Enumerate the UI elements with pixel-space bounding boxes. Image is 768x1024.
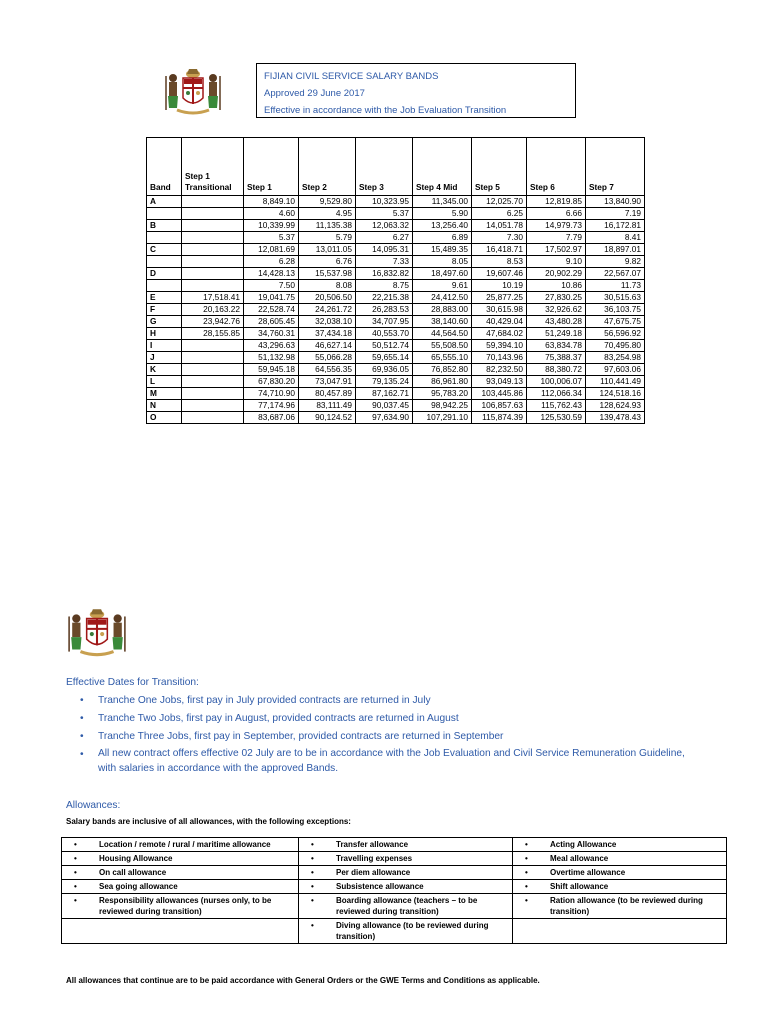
bullet-icon: • [525,882,528,891]
salary-cell: 88,380.72 [527,364,586,376]
bullet-icon: • [74,840,77,849]
salary-cell: 8.05 [413,256,472,268]
bullet-icon: • [74,882,77,891]
salary-cell: 30,615.98 [472,304,527,316]
table-row [147,328,645,340]
allowances-intro: Salary bands are inclusive of all allowances, with the following exceptions: [66,817,351,826]
salary-cell: 6.76 [299,256,356,268]
salary-cell: 43,296.63 [244,340,299,352]
salary-cell: 7.19 [586,208,645,220]
salary-cell: 40,429.04 [472,316,527,328]
salary-cell: 19,041.75 [244,292,299,304]
salary-cell: 55,508.50 [413,340,472,352]
salary-cell: 8.41 [586,232,645,244]
salary-cell: 64,556.35 [299,364,356,376]
fiji-coat-of-arms-icon [66,606,128,660]
fiji-coat-of-arms-icon [163,66,223,118]
header-box [256,63,576,118]
salary-cell [182,400,244,412]
salary-cell: 56,596.92 [586,328,645,340]
table-row [147,208,645,220]
band-cell: I [147,340,182,352]
salary-cell: 11.73 [586,280,645,292]
allowance-cell [513,919,727,944]
allowance-label: Meal allowance [550,854,609,863]
salary-cell [182,412,244,424]
salary-cell: 15,489.35 [413,244,472,256]
salary-cell [182,280,244,292]
salary-cell [182,388,244,400]
transition-section [66,677,698,776]
salary-cell: 110,441.49 [586,376,645,388]
allowance-cell [62,919,299,944]
salary-bands-table [146,137,645,424]
table-row [147,244,645,256]
salary-cell: 69,936.05 [356,364,413,376]
salary-cell: 22,567.07 [586,268,645,280]
band-cell: H [147,328,182,340]
salary-cell: 80,457.89 [299,388,356,400]
salary-cell: 50,512.74 [356,340,413,352]
allowance-label: Diving allowance (to be reviewed during transition) [336,921,489,941]
salary-cell: 20,902.29 [527,268,586,280]
salary-cell [182,196,244,208]
table-row [147,400,645,412]
allowance-cell [299,894,513,919]
band-cell [147,208,182,220]
salary-cell: 25,877.25 [472,292,527,304]
bullet-icon: • [525,840,528,849]
salary-cell: 28,883.00 [413,304,472,316]
bullet-icon: • [525,854,528,863]
salary-cell: 63,834.78 [527,340,586,352]
band-cell: G [147,316,182,328]
salary-cell: 70,143.96 [472,352,527,364]
salary-cell: 7.30 [472,232,527,244]
salary-cell: 11,345.00 [413,196,472,208]
salary-cell: 38,140.60 [413,316,472,328]
band-cell: E [147,292,182,304]
table-row [147,304,645,316]
salary-cell: 14,428.13 [244,268,299,280]
allowance-label: Transfer allowance [336,840,409,849]
table-row [147,196,645,208]
salary-cell: 8.75 [356,280,413,292]
salary-cell: 13,256.40 [413,220,472,232]
column-header: Step 4 Mid [413,138,472,196]
table-row [147,280,645,292]
band-cell: J [147,352,182,364]
column-header: Step 5 [472,138,527,196]
salary-cell: 7.79 [527,232,586,244]
bullet-icon: • [311,840,314,849]
allowance-cell [513,852,727,866]
salary-cell: 9.61 [413,280,472,292]
band-cell: N [147,400,182,412]
salary-cell: 30,515.63 [586,292,645,304]
salary-cell [182,244,244,256]
salary-cell: 26,283.53 [356,304,413,316]
band-cell: C [147,244,182,256]
salary-cell: 12,063.32 [356,220,413,232]
salary-cell [182,232,244,244]
salary-cell: 124,518.16 [586,388,645,400]
salary-cell: 97,634.90 [356,412,413,424]
salary-cell: 34,707.95 [356,316,413,328]
bullet-icon: • [525,896,528,905]
salary-cell: 86,961.80 [413,376,472,388]
salary-cell [182,268,244,280]
salary-cell: 24,261.72 [299,304,356,316]
allowance-cell [62,838,299,852]
salary-cell: 5.37 [244,232,299,244]
salary-cell [182,256,244,268]
band-cell [147,256,182,268]
salary-cell: 9.10 [527,256,586,268]
salary-cell: 51,132.98 [244,352,299,364]
salary-cell: 65,555.10 [413,352,472,364]
salary-cell: 23,942.76 [182,316,244,328]
salary-cell: 125,530.59 [527,412,586,424]
salary-cell: 18,497.60 [413,268,472,280]
table-row [147,376,645,388]
salary-cell: 5.90 [413,208,472,220]
salary-cell: 24,412.50 [413,292,472,304]
salary-cell: 46,627.14 [299,340,356,352]
salary-cell: 8.53 [472,256,527,268]
salary-cell: 44,564.50 [413,328,472,340]
effective-note: Effective in accordance with the Job Evaluation Transition [264,105,507,116]
list-item [98,710,698,728]
allowance-label: Housing Allowance [99,854,173,863]
salary-cell: 6.25 [472,208,527,220]
table-row [147,220,645,232]
salary-cell: 100,006.07 [527,376,586,388]
allowance-cell [299,852,513,866]
allowance-label: Acting Allowance [550,840,617,849]
allowance-cell [299,880,513,894]
salary-cell: 12,025.70 [472,196,527,208]
allowance-label: Subsistence allowance [336,882,424,891]
salary-cell: 10.86 [527,280,586,292]
salary-cell: 16,418.71 [472,244,527,256]
table-row [62,866,727,880]
salary-cell: 7.50 [244,280,299,292]
salary-cell: 55,066.28 [299,352,356,364]
salary-cell: 6.66 [527,208,586,220]
footer-note: All allowances that continue are to be paid accordance with General Orders or the GWE Terms and Conditions as applicable. [66,976,540,985]
salary-cell: 14,979.73 [527,220,586,232]
salary-cell: 19,607.46 [472,268,527,280]
table-row [147,388,645,400]
salary-cell: 4.95 [299,208,356,220]
allowance-cell [62,852,299,866]
salary-cell: 16,172.81 [586,220,645,232]
salary-cell: 97,603.06 [586,364,645,376]
allowances-heading: Allowances: [66,800,121,811]
column-header: Step 1 Transitional [182,138,244,196]
salary-cell: 77,174.96 [244,400,299,412]
salary-cell: 93,049.13 [472,376,527,388]
salary-cell: 14,051.78 [472,220,527,232]
table-row [62,852,727,866]
salary-cell: 98,942.25 [413,400,472,412]
band-cell: D [147,268,182,280]
allowance-label: Boarding allowance (teachers – to be reviewed during transition) [336,896,478,916]
salary-cell: 74,710.90 [244,388,299,400]
salary-cell: 22,528.74 [244,304,299,316]
salary-cell: 67,830.20 [244,376,299,388]
column-header: Step 3 [356,138,413,196]
band-cell: F [147,304,182,316]
salary-cell: 5.37 [356,208,413,220]
allowance-cell [513,838,727,852]
salary-cell: 4.60 [244,208,299,220]
document-title: FIJIAN CIVIL SERVICE SALARY BANDS [264,71,439,82]
band-cell [147,232,182,244]
salary-cell: 17,502.97 [527,244,586,256]
allowance-cell [513,880,727,894]
salary-cell: 70,495.80 [586,340,645,352]
allowance-label: Overtime allowance [550,868,626,877]
bullet-icon: • [74,868,77,877]
table-row [147,256,645,268]
allowance-label: Shift allowance [550,882,609,891]
salary-cell: 128,624.93 [586,400,645,412]
salary-cell [182,376,244,388]
salary-cell: 37,434.18 [299,328,356,340]
allowance-label: Per diem allowance [336,868,411,877]
salary-cell: 106,857.63 [472,400,527,412]
salary-cell: 17,518.41 [182,292,244,304]
salary-cell: 12,081.69 [244,244,299,256]
table-row [147,268,645,280]
salary-cell: 73,047.91 [299,376,356,388]
salary-cell: 51,249.18 [527,328,586,340]
allowance-cell [62,866,299,880]
column-header: Step 6 [527,138,586,196]
transition-item-text: Tranche Three Jobs, first pay in September, provided contracts are returned in September [98,731,504,742]
salary-cell: 14,095.31 [356,244,413,256]
salary-cell: 8,849.10 [244,196,299,208]
bullet-icon: • [74,896,77,905]
salary-cell: 6.27 [356,232,413,244]
salary-cell [182,208,244,220]
salary-cell: 107,291.10 [413,412,472,424]
transition-list [66,692,698,776]
salary-cell: 95,783.20 [413,388,472,400]
table-row [147,292,645,304]
salary-cell: 75,388.37 [527,352,586,364]
allowance-cell [299,866,513,880]
table-row [147,364,645,376]
salary-cell: 28,155.85 [182,328,244,340]
allowance-label: Sea going allowance [99,882,178,891]
list-item [98,728,698,746]
allowances-table [61,837,727,944]
salary-cell: 59,945.18 [244,364,299,376]
table-row [62,894,727,919]
salary-cell: 10,323.95 [356,196,413,208]
allowance-label: Responsibility allowances (nurses only, to be reviewed during transition) [99,896,272,916]
column-header: Step 2 [299,138,356,196]
salary-cell: 47,684.02 [472,328,527,340]
band-cell: L [147,376,182,388]
salary-cell: 59,394.10 [472,340,527,352]
salary-cell: 27,830.25 [527,292,586,304]
salary-cell: 5.79 [299,232,356,244]
transition-heading: Effective Dates for Transition: [66,677,199,688]
salary-cell: 13,840.90 [586,196,645,208]
bullet-icon: • [311,854,314,863]
allowance-cell [62,894,299,919]
bullet-icon: • [311,882,314,891]
table-row [147,316,645,328]
salary-cell: 83,111.49 [299,400,356,412]
transition-item-text: Tranche Two Jobs, first pay in August, provided contracts are returned in August [98,713,459,724]
column-header: Step 1 [244,138,299,196]
salary-cell: 139,478.43 [586,412,645,424]
list-item [98,746,698,776]
salary-cell: 11,135.38 [299,220,356,232]
band-cell: A [147,196,182,208]
salary-cell [182,352,244,364]
salary-cell [182,220,244,232]
transition-item-text: Tranche One Jobs, first pay in July provided contracts are returned in July [98,695,431,706]
salary-cell: 13,011.05 [299,244,356,256]
salary-cell: 20,163.22 [182,304,244,316]
salary-cell: 59,655.14 [356,352,413,364]
table-row [62,838,727,852]
table-row [147,412,645,424]
salary-cell: 90,124.52 [299,412,356,424]
allowance-label: Ration allowance (to be reviewed during transition) [550,896,703,916]
band-cell: K [147,364,182,376]
allowance-cell [299,838,513,852]
salary-cell: 20,506.50 [299,292,356,304]
salary-cell: 115,762.43 [527,400,586,412]
salary-cell: 83,254.98 [586,352,645,364]
transition-item-text: • All new contract offers effective 02 July are to be in accordance with the Job Evaluation and Civil Service Remuneration Guideline, with salaries in accordance with the approved Bands. [98,748,685,774]
bullet-icon: • [311,921,314,930]
table-row [147,352,645,364]
allowance-label: Travelling expenses [336,854,413,863]
salary-cell: 103,445.86 [472,388,527,400]
table-header-row [147,138,645,196]
salary-cell: 82,232.50 [472,364,527,376]
salary-cell: 6.28 [244,256,299,268]
table-row [147,340,645,352]
salary-cell: 47,675.75 [586,316,645,328]
salary-cell: 32,926.62 [527,304,586,316]
salary-cell: 16,832.82 [356,268,413,280]
table-row [62,919,727,944]
salary-cell: 112,066.34 [527,388,586,400]
bullet-icon: • [525,868,528,877]
salary-cell [182,340,244,352]
bullet-icon: • [311,896,314,905]
salary-cell: 34,760.31 [244,328,299,340]
salary-cell: 28,605.45 [244,316,299,328]
salary-cell: 36,103.75 [586,304,645,316]
table-row [147,232,645,244]
column-header: Step 7 [586,138,645,196]
salary-cell: 76,852.80 [413,364,472,376]
salary-cell: 32,038.10 [299,316,356,328]
allowance-cell [299,919,513,944]
column-header: Band [147,138,182,196]
salary-cell: 43,480.28 [527,316,586,328]
list-item [98,692,698,710]
allowance-cell [62,880,299,894]
salary-cell: 12,819.85 [527,196,586,208]
bullet-icon: • [311,868,314,877]
allowance-cell [513,866,727,880]
table-row [62,880,727,894]
allowance-label: On call allowance [99,868,167,877]
allowance-cell [513,894,727,919]
salary-cell: 22,215.38 [356,292,413,304]
salary-cell: 8.08 [299,280,356,292]
salary-cell: 15,537.98 [299,268,356,280]
band-cell [147,280,182,292]
salary-cell: 79,135.24 [356,376,413,388]
allowance-label: Location / remote / rural / maritime allowance [99,840,271,849]
salary-cell: 90,037.45 [356,400,413,412]
salary-cell: 83,687.06 [244,412,299,424]
approved-date: Approved 29 June 2017 [264,88,365,99]
salary-cell: 115,874.39 [472,412,527,424]
salary-cell: 7.33 [356,256,413,268]
salary-cell: 87,162.71 [356,388,413,400]
salary-cell: 9.82 [586,256,645,268]
salary-cell: 9,529.80 [299,196,356,208]
bullet-icon: • [74,854,77,863]
salary-cell [182,364,244,376]
salary-cell: 40,553.70 [356,328,413,340]
salary-cell: 18,897.01 [586,244,645,256]
salary-cell: 10,339.99 [244,220,299,232]
band-cell: O [147,412,182,424]
salary-cell: 6.89 [413,232,472,244]
salary-cell: 10.19 [472,280,527,292]
band-cell: B [147,220,182,232]
band-cell: M [147,388,182,400]
